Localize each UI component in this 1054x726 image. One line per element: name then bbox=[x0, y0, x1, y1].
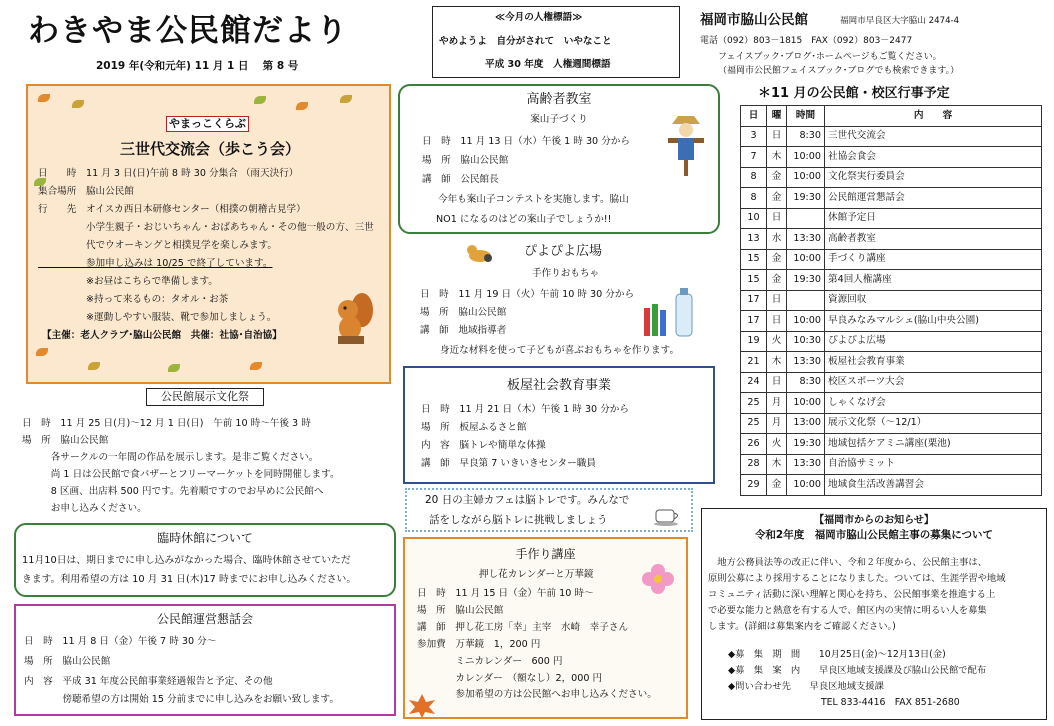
schedule-time: 10:00 bbox=[787, 249, 825, 270]
schedule-time: 10:30 bbox=[787, 331, 825, 352]
schedule-day: 19 bbox=[741, 331, 767, 352]
schedule-time: 13:00 bbox=[787, 413, 825, 434]
schedule-time: 10:00 bbox=[787, 147, 825, 168]
schedule-title: ＊11 月の公民館・校区行事予定 bbox=[758, 86, 950, 101]
exchange-title: 三世代交流会（歩こう会） bbox=[120, 140, 301, 158]
schedule-row bbox=[741, 413, 1042, 434]
schedule-time: 19:30 bbox=[787, 270, 825, 291]
header-time: 時間 bbox=[787, 106, 825, 127]
schedule-event: しゃくなげ会 bbox=[825, 393, 1042, 414]
exhibit-title: 公民館展示文化祭 bbox=[146, 388, 264, 406]
schedule-event: 資源回収 bbox=[825, 290, 1042, 311]
exhibit-row-4: 尚 1 日は公民館で食バザーとフリーマーケットを同時開催します。 bbox=[22, 469, 340, 480]
education-title: 板屋社会教育事業 bbox=[506, 378, 611, 393]
closure-title: 臨時休館について bbox=[157, 531, 253, 545]
schedule-event: 文化祭実行委員会 bbox=[825, 167, 1042, 188]
exchange-row-7: ※お昼はこちらで準備します。 bbox=[38, 276, 218, 287]
schedule-time: 13:30 bbox=[787, 229, 825, 250]
schedule-row bbox=[741, 454, 1042, 475]
schedule-day: 24 bbox=[741, 372, 767, 393]
schedule-event: 手づくり講座 bbox=[825, 249, 1042, 270]
slogan-text: やめようよ 自分がされて いやなこと bbox=[439, 36, 612, 47]
committee-row-1: 日 時 11 月 8 日（金）午後 7 時 30 分～ bbox=[24, 636, 217, 647]
schedule-row bbox=[741, 270, 1042, 291]
schedule-time: 8:30 bbox=[787, 372, 825, 393]
notice-body-2: 原則公募により採用することになりました。ついては、生涯学習や地域 bbox=[708, 573, 1006, 584]
craft-supplies-icon bbox=[642, 288, 700, 338]
cafe-line-1: 20 日の主婦カフェは脳トレです。みんなで bbox=[425, 494, 630, 506]
schedule-table bbox=[740, 105, 1042, 496]
schedule-day: 17 bbox=[741, 290, 767, 311]
closure-line-1: 11月10日は、期日までに申し込みがなかった場合、臨時休館させていただ bbox=[22, 555, 351, 566]
craft-row-4: 参加費 万華鏡 1，200 円 bbox=[417, 639, 541, 650]
schedule-time: 10:00 bbox=[787, 475, 825, 496]
schedule-weekday: 木 bbox=[767, 147, 787, 168]
schedule-row bbox=[741, 352, 1042, 373]
craft-row-1: 日 時 11 月 15 日（金）午前 10 時～ bbox=[417, 588, 594, 599]
seniors-box bbox=[398, 84, 720, 234]
schedule-row bbox=[741, 208, 1042, 229]
schedule-row bbox=[741, 372, 1042, 393]
schedule-event: 展示文化祭（～12/1） bbox=[825, 413, 1042, 434]
committee-row-3: 内 容 平成 31 年度公民館事業経過報告と予定、その他 bbox=[24, 676, 273, 687]
notice-contact: ◆問い合わせ先 早良区地域支援課 bbox=[728, 681, 884, 692]
office-address: 福岡市早良区大字脇山 2474-4 bbox=[840, 16, 960, 26]
leaf-icon bbox=[254, 96, 266, 104]
schedule-time: 19:30 bbox=[787, 434, 825, 455]
schedule-day: 8 bbox=[741, 167, 767, 188]
cat-icon bbox=[466, 240, 494, 264]
office-web-note: （福岡市公民館フェイスブック･ブログでも検索できます。） bbox=[718, 66, 960, 76]
schedule-day: 21 bbox=[741, 352, 767, 373]
schedule-weekday: 木 bbox=[767, 352, 787, 373]
schedule-row bbox=[741, 331, 1042, 352]
schedule-weekday: 日 bbox=[767, 208, 787, 229]
schedule-weekday: 金 bbox=[767, 475, 787, 496]
leaf-icon bbox=[88, 362, 100, 370]
schedule-time: 10:00 bbox=[787, 311, 825, 332]
exhibit-row-6: お申し込みください。 bbox=[22, 503, 147, 514]
schedule-body bbox=[741, 126, 1042, 495]
kids-row-3: 講 師 地域指導者 bbox=[420, 325, 507, 336]
club-name: やまっこくらぶ bbox=[166, 116, 249, 132]
cafe-line-2: 話をしながら脳トレに挑戦しましょう bbox=[429, 514, 608, 526]
schedule-event: 休館予定日 bbox=[825, 208, 1042, 229]
exchange-row-1: 日 時 11 月 3 日(日)午前 8 時 30 分集合 （雨天決行） bbox=[38, 168, 299, 179]
leaf-icon bbox=[250, 362, 262, 370]
schedule-day: 10 bbox=[741, 208, 767, 229]
squirrel-icon bbox=[332, 292, 374, 344]
schedule-weekday: 水 bbox=[767, 229, 787, 250]
page-title: わきやま公民館だより bbox=[28, 13, 348, 49]
scarecrow-icon bbox=[666, 114, 706, 176]
seniors-row-2: 場 所 脇山公民館 bbox=[422, 155, 509, 166]
schedule-event: 早良みなみマルシェ(脇山中央公園) bbox=[825, 311, 1042, 332]
cafe-box bbox=[405, 488, 693, 532]
flower-icon bbox=[637, 559, 679, 599]
kids-row-2: 場 所 脇山公民館 bbox=[420, 307, 507, 318]
office-web: フェイスブック･ブログ･ホームページもご覧ください。 bbox=[718, 52, 942, 62]
schedule-row bbox=[741, 229, 1042, 250]
schedule-day: 26 bbox=[741, 434, 767, 455]
schedule-time: 19:30 bbox=[787, 188, 825, 209]
header-day: 日 bbox=[741, 106, 767, 127]
kids-subtitle: 手作りおもちゃ bbox=[532, 268, 600, 279]
notice-body-5: します。(詳細は募集案内をご確認ください。) bbox=[708, 621, 896, 632]
notice-body-4: で必要な能力と熱意を有する人で、館区内の実情に明るい人を募集 bbox=[708, 605, 987, 616]
schedule-day: 17 bbox=[741, 311, 767, 332]
committee-row-4: 傍聴希望の方は開始 15 分前までに申し込みをお願い致します。 bbox=[24, 694, 339, 705]
schedule-time: 13:30 bbox=[787, 352, 825, 373]
seniors-title: 高齢者教室 bbox=[526, 92, 592, 107]
seniors-row-3: 講 師 公民館長 bbox=[422, 174, 499, 185]
craft-row-6: カレンダー （額なし）2，000 円 bbox=[417, 673, 603, 684]
schedule-day: 29 bbox=[741, 475, 767, 496]
kids-note: 身近な材料を使って子どもが喜ぶおもちゃを作ります。 bbox=[440, 345, 680, 356]
craft-row-5: ミニカレンダー 600 円 bbox=[417, 656, 563, 667]
schedule-row bbox=[741, 311, 1042, 332]
office-phone: 電話（092）803－1815 FAX（092）803－2477 bbox=[700, 36, 913, 46]
title-area bbox=[8, 6, 426, 78]
schedule-day: 13 bbox=[741, 229, 767, 250]
leaf-icon bbox=[296, 102, 308, 110]
schedule-weekday: 木 bbox=[767, 454, 787, 475]
schedule-day: 25 bbox=[741, 393, 767, 414]
schedule-time: 8:30 bbox=[787, 126, 825, 147]
schedule-row bbox=[741, 434, 1042, 455]
schedule-weekday: 月 bbox=[767, 413, 787, 434]
education-row-3: 内 容 脳トレや簡単な体操 bbox=[421, 440, 546, 451]
schedule-weekday: 金 bbox=[767, 188, 787, 209]
education-row-2: 場 所 板屋ふるさと館 bbox=[421, 422, 527, 433]
office-name: 福岡市脇山公民館 bbox=[700, 12, 808, 28]
seniors-note-2: NO1 になるのはどの案山子でしょうか!! bbox=[436, 214, 612, 225]
schedule-day: 28 bbox=[741, 454, 767, 475]
craft-row-2: 場 所 脇山公民館 bbox=[417, 605, 504, 616]
schedule-day: 15 bbox=[741, 249, 767, 270]
seniors-subtitle: 案山子づくり bbox=[530, 114, 588, 125]
notice-tel: TEL 833-4416 FAX 851-2680 bbox=[728, 697, 960, 708]
schedule-row bbox=[741, 147, 1042, 168]
schedule-row bbox=[741, 475, 1042, 496]
seniors-note-1: 今年も案山子コンテストを実施します。脇山 bbox=[438, 194, 629, 205]
schedule-row bbox=[741, 393, 1042, 414]
schedule-row bbox=[741, 188, 1042, 209]
schedule-event: 公民館運営懇話会 bbox=[825, 188, 1042, 209]
notice-guide: ◆募 集 案 内 早良区地域支援課及び脇山公民館で配布 bbox=[728, 665, 987, 676]
notice-title: 令和2年度 福岡市脇山公民館主事の募集について bbox=[754, 529, 994, 541]
seniors-row-1: 日 時 11 月 13 日（水）午後 1 時 30 分から bbox=[422, 136, 630, 147]
schedule-time: 13:30 bbox=[787, 454, 825, 475]
schedule-row bbox=[741, 290, 1042, 311]
schedule-row bbox=[741, 126, 1042, 147]
leaf-icon bbox=[38, 94, 50, 102]
office-info bbox=[688, 6, 1048, 80]
schedule-time: 10:00 bbox=[787, 393, 825, 414]
schedule-event: 地域包括ケアミニ講座(栗池) bbox=[825, 434, 1042, 455]
schedule-weekday: 金 bbox=[767, 270, 787, 291]
leaf-icon bbox=[168, 364, 180, 372]
education-row-1: 日 時 11 月 21 日（木）午後 1 時 30 分から bbox=[421, 404, 629, 415]
schedule-time bbox=[787, 290, 825, 311]
exchange-card bbox=[26, 84, 391, 384]
education-box bbox=[403, 366, 715, 484]
slogan-source: 平成 30 年度 人権週間標語 bbox=[485, 59, 611, 70]
schedule-day: 7 bbox=[741, 147, 767, 168]
exhibit-row-5: 8 区画、出店料 500 円です。先着順ですのでお早めに公民館へ bbox=[22, 486, 324, 497]
schedule-event: 高齢者教室 bbox=[825, 229, 1042, 250]
schedule-event: 第4回人権講座 bbox=[825, 270, 1042, 291]
header-weekday: 曜 bbox=[767, 106, 787, 127]
leaf-icon bbox=[36, 348, 48, 356]
schedule-weekday: 火 bbox=[767, 434, 787, 455]
schedule-event: 自治協サミット bbox=[825, 454, 1042, 475]
committee-row-2: 場 所 脇山公民館 bbox=[24, 656, 111, 667]
craft-row-3: 講 師 押し花工房「幸」主宰 水崎 幸子さん bbox=[417, 622, 629, 633]
schedule-day: 3 bbox=[741, 126, 767, 147]
exchange-row-5: 代でウオーキングと相撲見学を楽しみます。 bbox=[38, 240, 277, 251]
schedule-event: 三世代交流会 bbox=[825, 126, 1042, 147]
leaf-icon bbox=[340, 95, 352, 103]
closure-box bbox=[14, 523, 396, 597]
education-row-4: 講 師 早良第 7 いきいきセンター職員 bbox=[421, 458, 596, 469]
committee-title: 公民館運営懇話会 bbox=[156, 612, 253, 626]
schedule-row bbox=[741, 167, 1042, 188]
exhibit-row-2: 場 所 脇山公民館 bbox=[22, 435, 109, 446]
issue-date: 2019 年(令和元年) 11 月 1 日 第 8 号 bbox=[96, 60, 299, 72]
notice-box bbox=[701, 508, 1047, 720]
coffee-cup-icon bbox=[654, 504, 682, 526]
exhibit-row-1: 日 時 11 月 25 日(月)～12 月 1 日(日) 午前 10 時～午後 3 時 bbox=[22, 418, 311, 429]
notice-body-1: 地方公務員法等の改正に伴い、令和２年度から、公民館主事は、 bbox=[708, 557, 987, 568]
schedule-weekday: 火 bbox=[767, 331, 787, 352]
schedule-weekday: 日 bbox=[767, 311, 787, 332]
exhibit-row-3: 各サークルの一年間の作品を展示します。是非ご覧ください。 bbox=[22, 452, 319, 463]
schedule-header-row bbox=[741, 106, 1042, 127]
header-content: 内 容 bbox=[825, 106, 1042, 127]
schedule-time: 10:00 bbox=[787, 167, 825, 188]
notice-body-3: コミュニティ活動に深い理解と関心を持ち、公民館事業を推進する上 bbox=[708, 589, 996, 600]
schedule-event: 板屋社会教育事業 bbox=[825, 352, 1042, 373]
schedule-weekday: 月 bbox=[767, 393, 787, 414]
exchange-row-8: ※持って来るもの：タオル・お茶 bbox=[38, 294, 229, 305]
schedule-weekday: 日 bbox=[767, 372, 787, 393]
schedule-event: 校区スポーツ大会 bbox=[825, 372, 1042, 393]
craft-subtitle: 押し花カレンダーと万華鏡 bbox=[479, 569, 594, 580]
kids-row-1: 日 時 11 月 19 日（火）午前 10 時 30 分から bbox=[420, 289, 635, 300]
craft-row-7: 参加希望の方は公民館へお申し込みください。 bbox=[417, 689, 657, 700]
slogan-heading: ≪今月の人権標語≫ bbox=[495, 12, 583, 23]
exchange-row-9: ※運動しやすい服装、靴で参加しましょう。 bbox=[38, 312, 277, 323]
exchange-row-3: 行 先 オイスカ西日本研修センター（相撲の朝稽古見学） bbox=[38, 204, 306, 215]
maple-leaf-icon bbox=[407, 694, 437, 718]
schedule-weekday: 金 bbox=[767, 249, 787, 270]
committee-box bbox=[14, 604, 396, 716]
craft-title: 手作り講座 bbox=[515, 547, 576, 561]
slogan-box bbox=[432, 6, 680, 78]
schedule-event: 社協会食会 bbox=[825, 147, 1042, 168]
notice-period: ◆募 集 期 間 10月25日(金)～12月13日(金) bbox=[728, 649, 946, 660]
kids-title: ぴよぴよ広場 bbox=[524, 244, 603, 259]
leaf-icon bbox=[72, 100, 84, 108]
schedule-time bbox=[787, 208, 825, 229]
schedule-row bbox=[741, 249, 1042, 270]
schedule-weekday: 日 bbox=[767, 290, 787, 311]
exchange-sponsor: 【主催：老人クラブ･脇山公民館 共催：社協･自治協】 bbox=[42, 330, 282, 341]
closure-line-2: きます。利用希望の方は 10 月 31 日(木)17 時までにお申し込みください。 bbox=[22, 574, 357, 585]
schedule-event: ぴよぴよ広場 bbox=[825, 331, 1042, 352]
exchange-row-4: 小学生親子・おじいちゃん・おばあちゃん・その他一般の方、三世 bbox=[38, 222, 374, 233]
schedule-weekday: 日 bbox=[767, 126, 787, 147]
schedule-weekday: 金 bbox=[767, 167, 787, 188]
schedule-event: 地域食生活改善講習会 bbox=[825, 475, 1042, 496]
schedule-day: 15 bbox=[741, 270, 767, 291]
schedule-day: 8 bbox=[741, 188, 767, 209]
schedule-day: 25 bbox=[741, 413, 767, 434]
craft-box bbox=[403, 537, 688, 719]
exchange-row-6: 参加申し込みは 10/25 で終了しています。 bbox=[38, 258, 273, 269]
notice-tag: 【福岡市からのお知らせ】 bbox=[814, 515, 934, 526]
exchange-row-2: 集合場所 脇山公民館 bbox=[38, 186, 134, 197]
